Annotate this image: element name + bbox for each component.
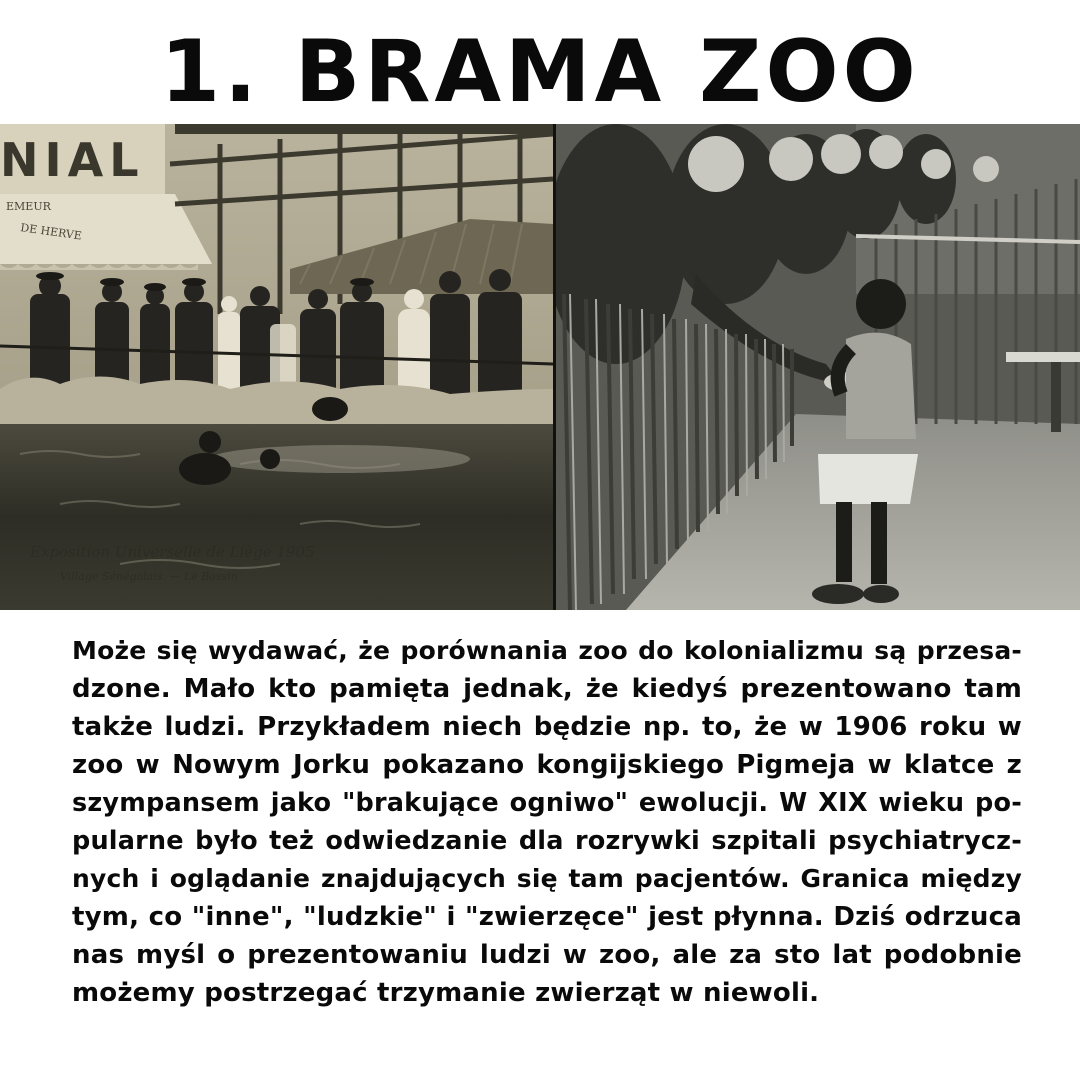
article-line: pularne było też odwiedzanie dla rozrywki szpitali psychiatrycz- <box>72 826 1022 856</box>
article-line: także ludzi. Przykładem niech będzie np. to, że w 1906 roku w <box>72 712 1022 742</box>
child-enclosure-photo <box>556 124 1080 610</box>
article-line: Może się wydawać, że porównania zoo do kolonializmu są przesa- <box>72 636 1022 665</box>
awning-text-2: DE HERVE <box>19 221 83 243</box>
article-line: zoo w Nowym Jorku pokazano kongijskiego Pigmeja w klatce z <box>72 750 1022 780</box>
awning-text-1: EMEUR <box>6 200 51 213</box>
article-line: dzone. Mało kto pamięta jednak, że kiedyś prezentowano tam <box>72 674 1022 704</box>
article-line: nas myśl o prezentowaniu ludzi w zoo, ale za sto lat podobnie <box>72 940 1022 970</box>
article-line: tym, co "inne", "ludzkie" i "zwierzęce" jest płynna. Dziś odrzuca <box>72 902 1022 932</box>
article-line: możemy postrzegać trzymanie zwierząt w niewoli. <box>72 978 820 1008</box>
postcard-caption-line-1: Exposition Universelle de Liège 1905 <box>30 543 315 561</box>
postcard-caption-line-2: Village Sénégalais. — Le Bassin <box>60 570 238 583</box>
article-text <box>72 632 1022 1012</box>
article-line: nych i oglądanie znajdujących się tam pacjentów. Granica między <box>72 864 1022 893</box>
photo-collage <box>0 124 1080 610</box>
historical-postcard-photo <box>0 124 553 610</box>
article-line: szympansem jako "brakujące ogniwo" ewolucji. W XIX wieku po- <box>72 788 1022 818</box>
sign-text: NIAL <box>0 133 145 187</box>
page-title: 1. BRAMA ZOO <box>160 22 920 122</box>
